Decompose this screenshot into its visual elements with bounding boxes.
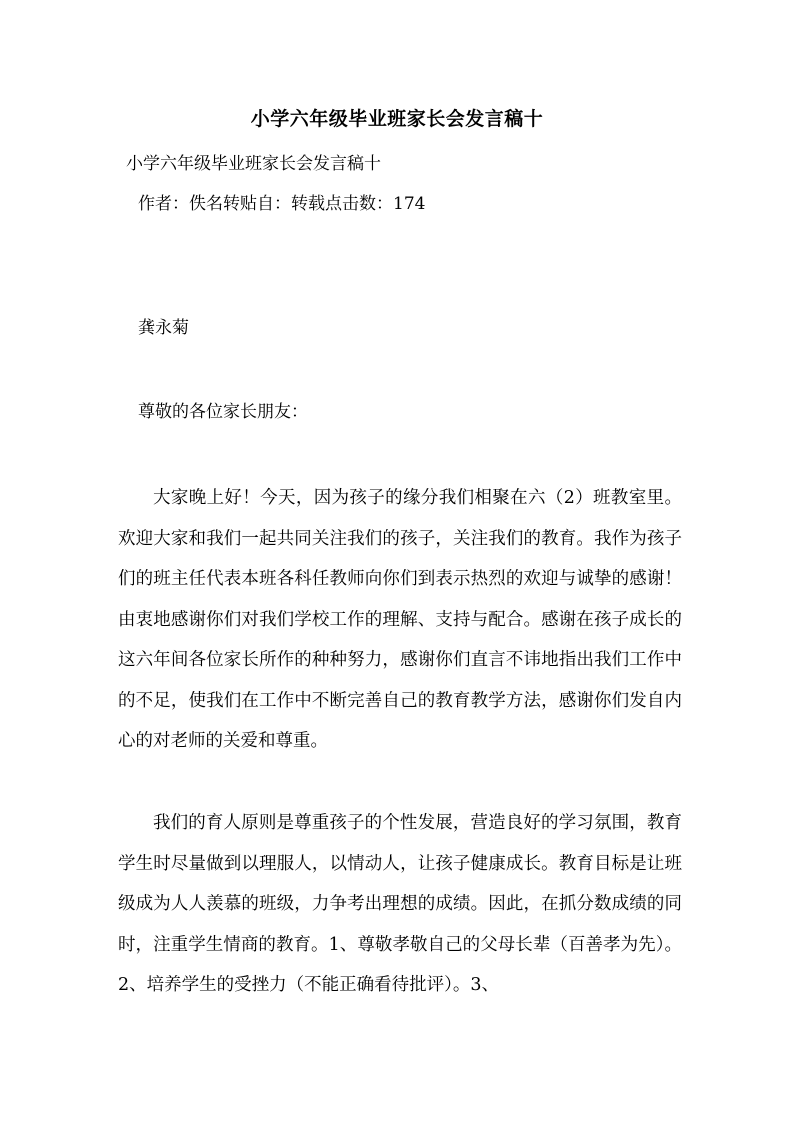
author-name: 龚永菊 (138, 318, 189, 338)
document-subtitle: 小学六年级毕业班家长会发言稿十 (126, 154, 381, 174)
document-meta: 作者：佚名转贴自：转载点击数：174 (138, 194, 426, 214)
document-title: 小学六年级毕业班家长会发言稿十 (250, 108, 544, 130)
body-paragraph: 我们的育人原则是尊重孩子的个性发展，营造良好的学习氛围，教育学生时尽量做到以理服人，以情动人，让孩子健康成长。教育目标是让班级成为人人羡慕的班级，力争考出理想的成绩。因此，在抓分数成绩的同时，注重学生情商的教育。1、尊敬孝敬自己的父母长辈（百善孝为先）。2、培养学生的受挫力（不能正确看待批评）。3、 (118, 813, 682, 995)
salutation: 尊敬的各位家长朋友： (138, 402, 308, 422)
body-paragraph: 大家晚上好！今天，因为孩子的缘分我们相聚在六（2）班教室里。欢迎大家和我们一起共同关注我们的孩子，关注我们的教育。我作为孩子们的班主任代表本班各科任教师向你们到表示热烈的欢迎与诚挚的感谢！由衷地感谢你们对我们学校工作的理解、支持与配合。感谢在孩子成长的这六年间各位家长所作的种种努力，感谢你们直言不讳地指出我们工作中的不足，使我们在工作中不断完善自己的教育教学方法，感谢你们发自内心的对老师的关爱和尊重。 (118, 488, 682, 751)
